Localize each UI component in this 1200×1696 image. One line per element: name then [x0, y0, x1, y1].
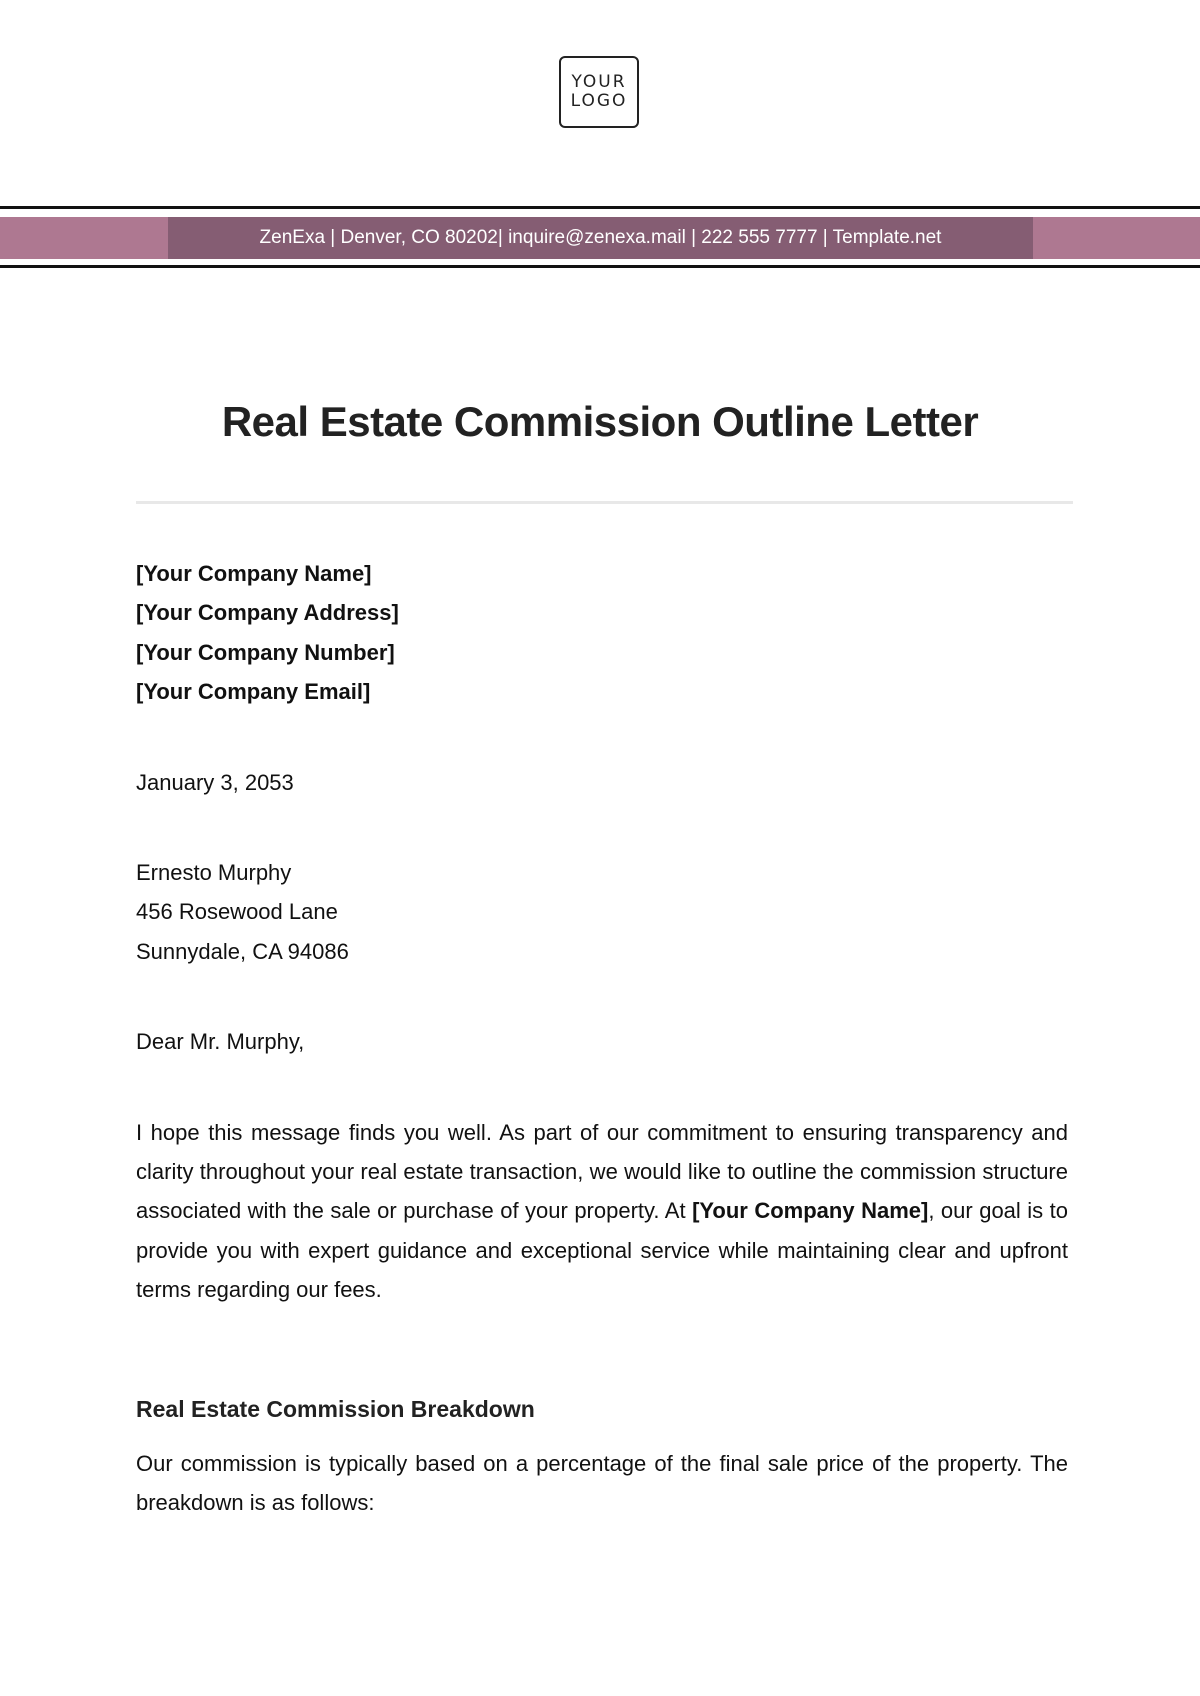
recipient-street: 456 Rosewood Lane	[136, 899, 338, 925]
intro-text-part-1: I hope this message finds you well. As part of our commitment to ensuring transparency and clarity throughout your real estate transaction, we would like to outline the commission structure associated with the sale or purchase of your property. At	[136, 1119, 1068, 1224]
title-divider	[136, 501, 1073, 504]
sender-company-number: [Your Company Number]	[136, 639, 395, 665]
intro-paragraph	[136, 1113, 1068, 1310]
recipient-name: Ernesto Murphy	[136, 860, 292, 886]
sender-company-address: [Your Company Address]	[136, 600, 399, 626]
spacer	[136, 802, 1068, 853]
recipient-block	[136, 853, 1068, 971]
document-title: Real Estate Commission Outline Letter	[221, 398, 979, 445]
header-contact-bar	[168, 217, 1033, 259]
salutation: Dear Mr. Murphy,	[136, 1029, 305, 1055]
sender-company-name: [Your Company Name]	[136, 561, 372, 586]
spacer	[136, 712, 1068, 763]
header-rule-top	[0, 206, 1200, 209]
logo-line-1: YOUR	[571, 72, 627, 92]
spacer	[136, 971, 1068, 1022]
company-logo	[559, 56, 639, 128]
logo-line-2: LOGO	[570, 91, 628, 111]
spacer	[136, 1062, 1068, 1113]
intro-company-name: [Your Company Name]	[692, 1198, 929, 1224]
intro-text-part-2: , our goal is to provide you with expert guidance and exceptional service while maintaining clear and upfront terms regarding our fees.	[136, 1198, 1069, 1303]
header-rule-bottom	[0, 265, 1200, 268]
sender-block	[136, 554, 1068, 712]
recipient-city: Sunnydale, CA 94086	[136, 938, 349, 964]
sender-company-email: [Your Company Email]	[136, 679, 371, 705]
letter-body	[136, 554, 1068, 1523]
section-heading: Real Estate Commission Breakdown	[136, 1395, 535, 1422]
letter-date: January 3, 2053	[136, 769, 294, 795]
section-body: Our commission is typically based on a percentage of the final sale price of the property. The breakdown is as follows:	[136, 1450, 1068, 1516]
header-contact-line: ZenExa | Denver, CO 80202| inquire@zenexa.mail | 222 555 7777 | Template.net	[259, 227, 942, 248]
